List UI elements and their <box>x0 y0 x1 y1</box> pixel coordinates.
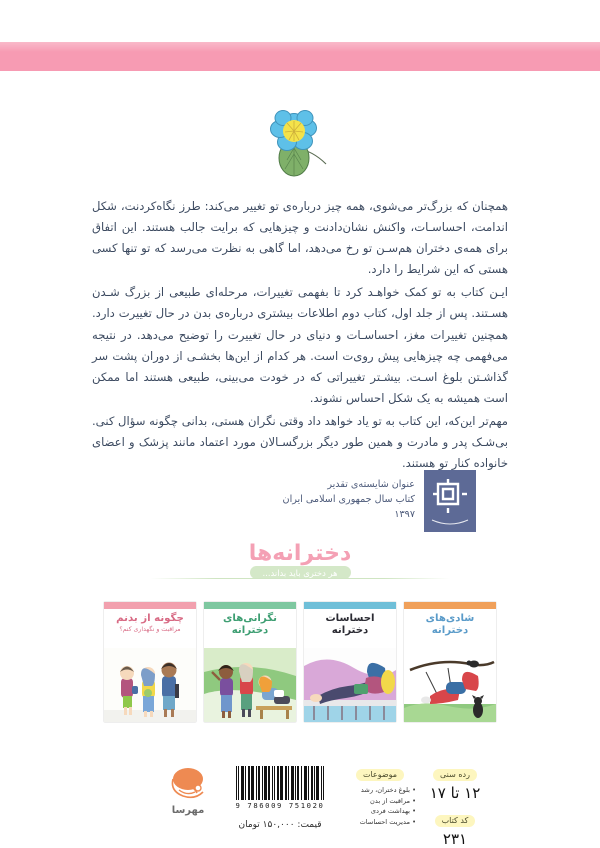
book-title: چگونه از بدنم <box>116 613 184 624</box>
subjects-list <box>344 785 416 828</box>
publisher-name: مهرسا <box>171 805 205 816</box>
girl-reclining-with-book-art <box>304 648 396 722</box>
subject-item: • مدیریت احساسات <box>344 817 416 828</box>
book-code-value: ۲۳۱ <box>442 830 468 848</box>
series-divider <box>150 578 450 579</box>
book-cover-thumb[interactable] <box>104 602 196 722</box>
paragraph-2: ایـن کتاب به تو کمک خواهـد کرد تا بفهمی تغییرات، مرحله‌ای طبیعی از بزرگ شـدن هسـتند. پس از جلد اول، کتاب دوم اطلاعات بیشتری درباره‌ی بدن در حال تغییرت دارد. همچنین تغییرات مغز، احساسـات و دنیای در حال تغییرت را توضیح می‌دهد. در نتیجه می‌فهمی چه چیزهایی پیش روی‌ت است. هر کدام از این‌ها بخشـی از دوران پشت سر گذاشـتن بلوغ اسـت. بیشـتر تغییراتی که در خودت می‌بینی، طبیعی هستند اما ممکن است همیشه به یک شکل احساس نشوند. <box>92 285 508 405</box>
series-subtitle: هر دختری باید بداند... <box>250 566 351 579</box>
subject-item: • مراقبت از بدن <box>344 796 416 807</box>
band-gloss <box>0 42 600 52</box>
book-band <box>204 602 296 609</box>
book-title: شادی‌های دخترانه <box>425 613 475 637</box>
book-subtitle <box>404 638 496 639</box>
paragraph-3: مهم‌تر این‌که، این کتاب به تو یاد خواهد داد وقتی نگران هستی، بدانی چگونه سؤال کنی. بی‌شـک پدر و مادرت و همین طور دیگر بزرگسـالان مورد اعتماد مانند پزشک و اعضای خانواده کنار تو هستند. <box>92 413 508 471</box>
book-band <box>304 602 396 609</box>
book-code-heading: کد کتاب <box>435 815 476 827</box>
book-subtitle: مراقبت و نگهداری کنم؟ <box>119 626 181 634</box>
book-band <box>404 602 496 609</box>
back-cover-body-text <box>92 196 508 474</box>
subjects-heading: موضوعات <box>356 769 404 781</box>
barcode-block <box>228 766 332 830</box>
subject-item: • بهداشت فردی <box>344 806 416 817</box>
book-band <box>104 602 196 609</box>
series-book-strip <box>0 602 600 722</box>
three-girls-on-path-art <box>204 648 296 722</box>
bottom-info-row <box>0 762 600 848</box>
book-of-the-year-emblem-icon <box>424 470 476 532</box>
girl-on-swing-art <box>404 648 496 722</box>
book-title: نگرانی‌های دخترانه <box>223 613 277 637</box>
award-block <box>283 470 476 532</box>
subjects-block <box>344 762 416 828</box>
award-year: ۱۳۹۷ <box>394 509 415 521</box>
book-cover-thumb[interactable] <box>404 602 496 722</box>
age-rating-heading: رده سنی <box>433 769 477 781</box>
award-line-2: کتاب سال جمهوری اسلامی ایران <box>282 494 415 506</box>
book-subtitle <box>204 638 296 639</box>
ean13-barcode <box>228 766 332 800</box>
paragraph-1: همچنان که بزرگ‌تر می‌شوی، همه چیز درباره‌ی تو تغییر می‌کند: طرز نگاه‌کردنت، شکل اندامت، احساسـات، واکنش نشان‌دادنت و چیزهایی که برایت جالب هستند. این اتفاق برای همه‌ی دختران هم‌سـن تو رخ می‌دهد، اما گاهی به نظرت می‌رسد که تو تنها کسی هستی که این شرایط را دارد. <box>92 199 508 277</box>
price-label: قیمت: ۱۵۰,۰۰۰ تومان <box>238 820 322 830</box>
series-title: دخترانه‌ها <box>248 541 352 566</box>
subject-item: • بلوغ دختران، رشد <box>344 785 416 796</box>
three-girls-standing-art <box>104 648 196 722</box>
publisher-block <box>160 766 216 816</box>
flower-illustration <box>0 96 600 178</box>
barcode-digits: 9 786009 751020 <box>235 801 325 810</box>
book-cover-thumb[interactable] <box>304 602 396 722</box>
age-and-code-block <box>424 762 486 848</box>
award-line-1: عنوان شایسته‌ی تقدیر <box>327 479 415 490</box>
series-logo <box>0 543 600 579</box>
award-text <box>283 470 415 522</box>
age-rating-value: ۱۲ تا ۱۷ <box>429 784 481 802</box>
book-subtitle <box>304 638 396 639</box>
book-title: احساسات دخترانه <box>325 613 375 637</box>
top-pink-band <box>0 42 600 71</box>
book-cover-thumb[interactable] <box>204 602 296 722</box>
emblem-glyph <box>424 470 476 532</box>
blue-flower-icon <box>252 96 348 178</box>
mehrsa-mushroom-logo-icon <box>165 766 211 800</box>
